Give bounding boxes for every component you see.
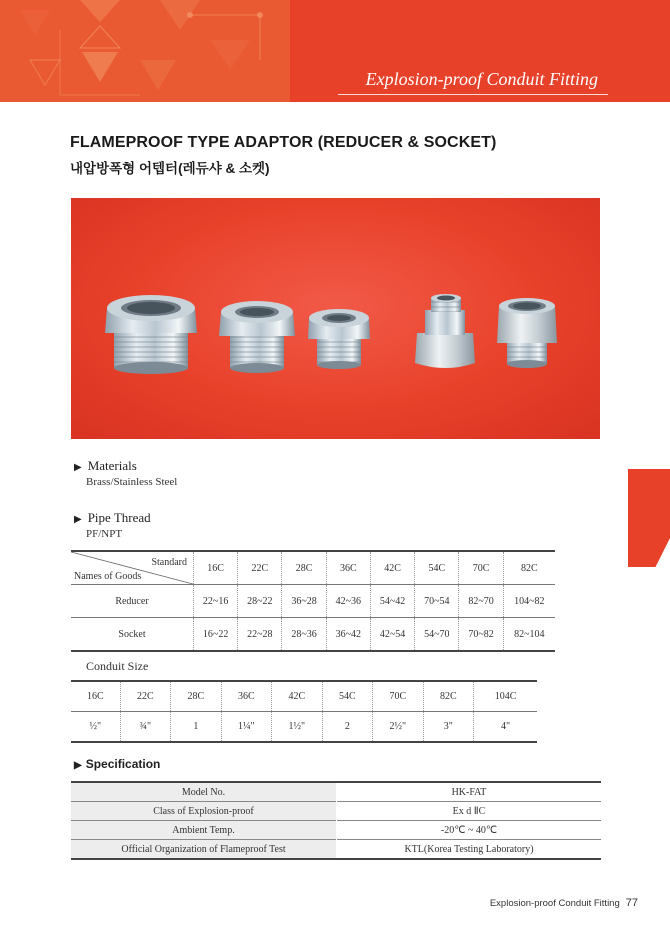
table-cell: 1¼" bbox=[221, 712, 272, 743]
header-standard: Standard bbox=[151, 557, 187, 568]
row-label: Reducer bbox=[71, 585, 194, 618]
reducer-medium bbox=[219, 301, 295, 373]
pipe-thread-value: PF/NPT bbox=[86, 528, 123, 540]
table-cell: 54~42 bbox=[370, 585, 414, 618]
table-cell: ½" bbox=[71, 712, 120, 743]
table-cell: 1 bbox=[171, 712, 222, 743]
column-header: 70C bbox=[373, 681, 424, 712]
materials-heading: ▶ Materials bbox=[74, 458, 137, 473]
table-cell: 2½" bbox=[373, 712, 424, 743]
table-cell: 82~104 bbox=[514, 628, 545, 640]
column-header: 28C bbox=[282, 551, 326, 585]
table-cell: 70~54 bbox=[415, 585, 459, 618]
page-number: 77 bbox=[625, 897, 638, 909]
column-header: 22C bbox=[120, 681, 171, 712]
table-cell: 16~22 bbox=[194, 618, 238, 652]
column-header: 28C bbox=[171, 681, 222, 712]
reducer-small bbox=[308, 309, 370, 369]
spec-label: Model No. bbox=[71, 782, 337, 802]
table-header-row bbox=[71, 681, 537, 712]
footer-text: Explosion-proof Conduit Fitting bbox=[489, 898, 620, 909]
table-row bbox=[71, 802, 601, 821]
product-photo bbox=[71, 198, 600, 439]
column-header: 42C bbox=[272, 681, 323, 712]
table-row bbox=[71, 782, 601, 802]
spec-value: Ex d ⅡC bbox=[452, 805, 486, 817]
spec-label: Class of Explosion-proof bbox=[71, 802, 337, 821]
table-row bbox=[71, 840, 601, 860]
table-cell: 1½" bbox=[272, 712, 323, 743]
table-row bbox=[71, 585, 555, 618]
materials-value: Brass/Stainless Steel bbox=[86, 476, 178, 488]
column-header: 16C bbox=[71, 681, 120, 712]
column-header: 70C bbox=[459, 551, 503, 585]
column-header: 82C bbox=[520, 562, 538, 574]
spec-label: Official Organization of Flameproof Test bbox=[71, 840, 337, 860]
column-header: 36C bbox=[326, 551, 370, 585]
specification-heading: ▶ Specification bbox=[74, 757, 161, 771]
side-tab-notch bbox=[655, 538, 670, 568]
header-banner bbox=[0, 0, 670, 102]
spec-value: -20℃ ~ 40℃ bbox=[440, 824, 498, 836]
table-cell: 42~36 bbox=[326, 585, 370, 618]
column-header: 16C bbox=[194, 551, 238, 585]
table-cell: 36~28 bbox=[282, 585, 326, 618]
table-cell: 28~36 bbox=[282, 618, 326, 652]
table-cell: 42~54 bbox=[370, 618, 414, 652]
socket-1 bbox=[415, 294, 475, 368]
table-header-row bbox=[71, 551, 555, 585]
column-header: 82C bbox=[423, 681, 474, 712]
table-cell: 22~16 bbox=[194, 585, 238, 618]
specification-table bbox=[71, 781, 601, 860]
row-label: Socket bbox=[71, 618, 194, 652]
table-cell: 28~22 bbox=[238, 585, 282, 618]
table-row bbox=[71, 712, 537, 743]
spec-value: HK-FAT bbox=[451, 786, 487, 798]
size-table bbox=[71, 550, 555, 652]
table-cell: 36~42 bbox=[326, 618, 370, 652]
banner-decoration bbox=[0, 0, 290, 102]
column-header: 22C bbox=[238, 551, 282, 585]
table-cell: 3" bbox=[423, 712, 474, 743]
socket-2 bbox=[497, 298, 557, 368]
diagonal-header-cell bbox=[71, 551, 194, 585]
header-names-of-goods: Names of Goods bbox=[74, 571, 142, 582]
page-footer bbox=[490, 897, 638, 909]
page-subtitle-korean: 내압방폭형 어텝터(레듀샤 & 소켓) bbox=[70, 161, 270, 176]
table-row bbox=[71, 618, 555, 652]
table-cell: 70~82 bbox=[459, 618, 503, 652]
spec-value: KTL(Korea Testing Laboratory) bbox=[404, 843, 534, 855]
table-cell: 104~82 bbox=[514, 595, 545, 607]
table-row bbox=[71, 821, 601, 840]
reducer-large bbox=[105, 295, 197, 374]
table-cell: 22~28 bbox=[238, 618, 282, 652]
spec-label: Ambient Temp. bbox=[71, 821, 337, 840]
triangle-pattern bbox=[0, 0, 290, 102]
triangle-bullet-icon: ▶ bbox=[74, 514, 82, 525]
column-header: 36C bbox=[221, 681, 272, 712]
table-cell: 82~70 bbox=[459, 585, 503, 618]
conduit-size-heading: Conduit Size bbox=[86, 659, 149, 673]
table-cell: 4" bbox=[500, 721, 511, 732]
banner-title: Explosion-proof Conduit Fitting bbox=[365, 69, 598, 89]
column-header: 54C bbox=[322, 681, 373, 712]
column-header: 42C bbox=[370, 551, 414, 585]
triangle-bullet-icon: ▶ bbox=[74, 462, 82, 473]
conduit-size-table bbox=[71, 680, 537, 743]
column-header: 54C bbox=[415, 551, 459, 585]
column-header: 104C bbox=[494, 691, 517, 702]
banner-underline bbox=[338, 94, 608, 95]
table-cell: 2 bbox=[322, 712, 373, 743]
pipe-thread-heading: ▶ Pipe Thread bbox=[74, 510, 151, 525]
table-cell: 54~70 bbox=[415, 618, 459, 652]
triangle-bullet-icon: ▶ bbox=[74, 760, 82, 771]
fittings-illustration bbox=[71, 198, 600, 439]
table-cell: ¾" bbox=[120, 712, 171, 743]
page-title: FLAMEPROOF TYPE ADAPTOR (REDUCER & SOCKET) bbox=[70, 134, 497, 151]
